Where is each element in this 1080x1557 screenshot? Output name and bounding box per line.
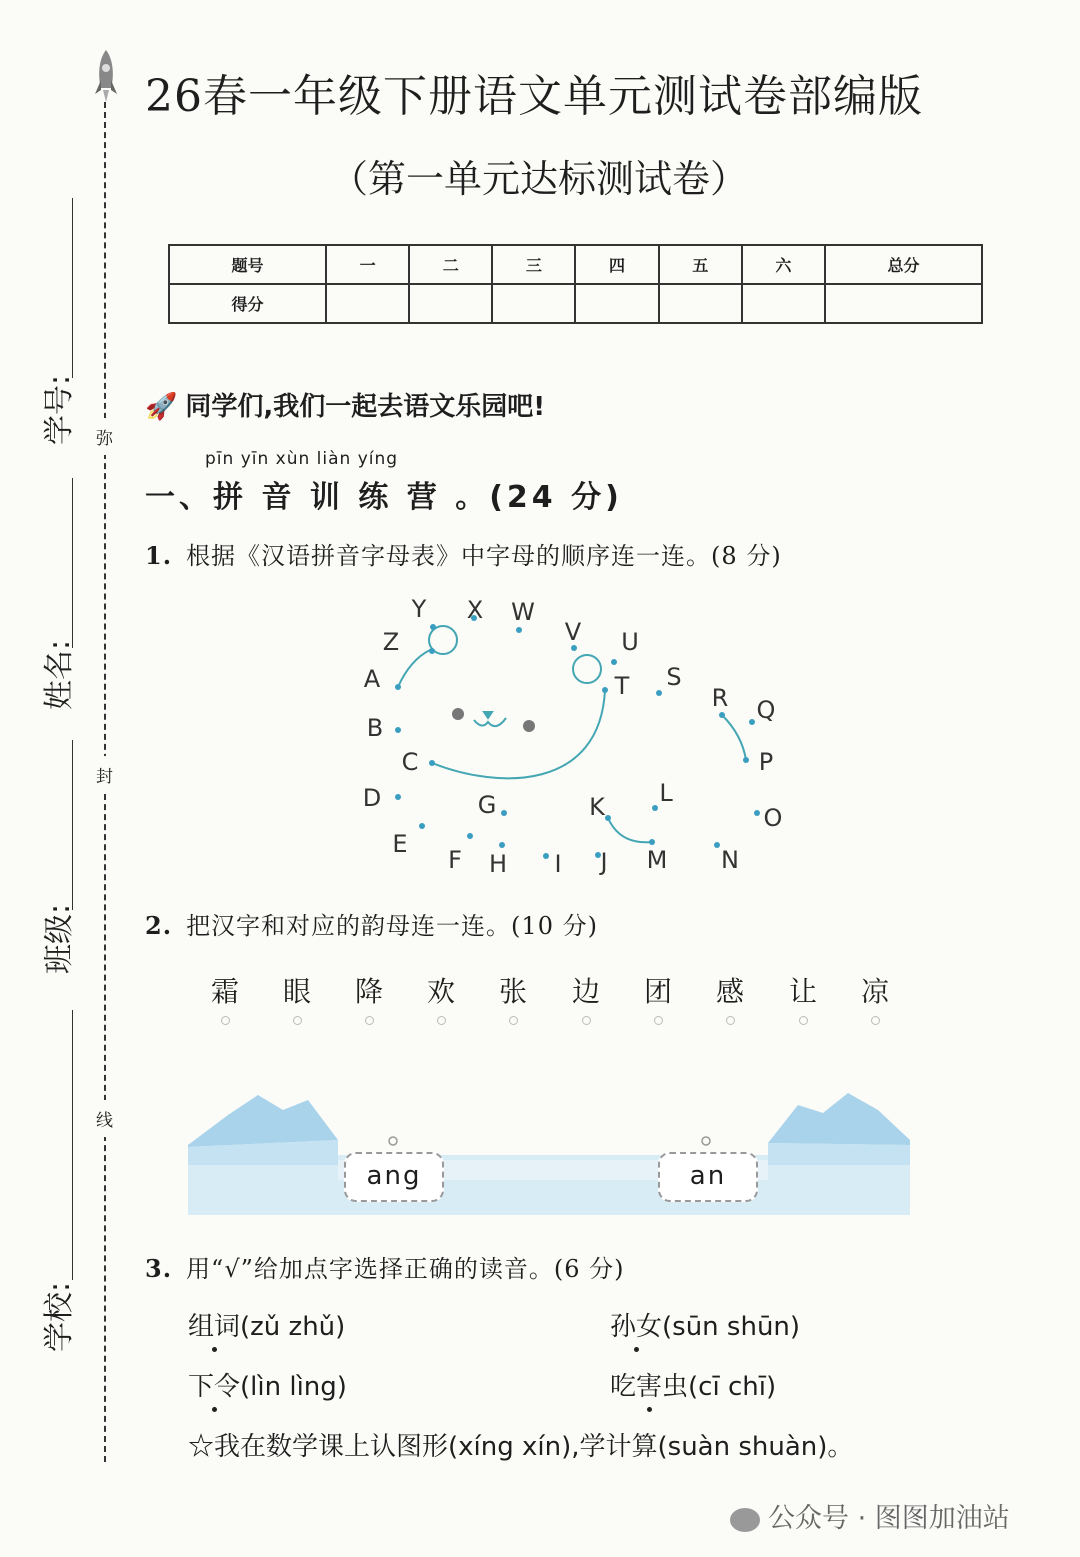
- score-input-cell[interactable]: [575, 284, 658, 323]
- puzzle-dot-k[interactable]: [605, 815, 611, 821]
- score-table: [168, 244, 983, 324]
- puzzle-dot-n[interactable]: [714, 842, 720, 848]
- student-id-label: 学号:: [42, 374, 77, 445]
- class-line: [72, 740, 73, 910]
- puzzle-dot-y[interactable]: [430, 624, 436, 630]
- class-label: 班级:: [42, 903, 77, 974]
- puzzle-letter-l: L: [659, 779, 673, 807]
- hanzi-char: 欢: [426, 975, 455, 1008]
- q3-star-item[interactable]: [188, 1426, 853, 1463]
- q3-word: 吃害虫: [610, 1372, 689, 1402]
- snowy-landscape-illustration: [188, 1085, 910, 1220]
- bear-nose: [484, 712, 492, 718]
- puzzle-dot-z[interactable]: [429, 648, 435, 654]
- hanzi-item[interactable]: [272, 970, 322, 1025]
- page-subtitle: （第一单元达标测试卷）: [330, 157, 749, 201]
- puzzle-letter-j: J: [600, 848, 608, 876]
- puzzle-letter-h: H: [488, 850, 508, 878]
- link-dot[interactable]: [437, 1016, 446, 1025]
- q1-prompt: [145, 536, 782, 571]
- q3-text: 用“√”给加点字选择正确的读音。(6 分): [186, 1255, 625, 1283]
- q3-item[interactable]: [610, 1366, 776, 1403]
- q3-star-text-c[interactable]: (suàn shuàn)。: [657, 1432, 854, 1462]
- score-table-cell: 二: [409, 245, 492, 284]
- puzzle-dot-l[interactable]: [652, 805, 658, 811]
- school-line: [72, 1010, 73, 1280]
- hanzi-item[interactable]: [344, 970, 394, 1025]
- q3-item[interactable]: [188, 1306, 345, 1343]
- hanzi-item[interactable]: [850, 970, 900, 1025]
- hanzi-char: 降: [354, 975, 383, 1008]
- hanzi-item[interactable]: [488, 970, 538, 1025]
- link-dot[interactable]: [365, 1016, 374, 1025]
- puzzle-dot-i[interactable]: [543, 853, 549, 859]
- score-input-cell[interactable]: [825, 284, 982, 323]
- puzzle-dot-h[interactable]: [499, 842, 505, 848]
- hanzi-row: [190, 970, 910, 1030]
- puzzle-dot-a[interactable]: [395, 684, 401, 690]
- final-box-ang[interactable]: ang: [344, 1152, 444, 1202]
- score-input-cell[interactable]: [742, 284, 825, 323]
- puzzle-letter-g: G: [477, 791, 497, 819]
- puzzle-dot-t[interactable]: [602, 687, 608, 693]
- score-input-cell[interactable]: [492, 284, 575, 323]
- puzzle-dot-s[interactable]: [656, 690, 662, 696]
- name-line: [72, 478, 73, 648]
- name-field[interactable]: [36, 478, 76, 738]
- hanzi-item[interactable]: [416, 970, 466, 1025]
- name-label: 姓名:: [42, 639, 77, 710]
- hanzi-item[interactable]: [778, 970, 828, 1025]
- q1-text: 根据《汉语拼音字母表》中字母的顺序连一连。(8 分): [186, 542, 782, 570]
- hanzi-char: 感: [715, 975, 744, 1008]
- link-dot[interactable]: [799, 1016, 808, 1025]
- score-row-label: 得分: [169, 284, 326, 323]
- greeting: [145, 386, 545, 423]
- q2-number: 2.: [145, 911, 173, 940]
- school-label: 学校:: [42, 1281, 77, 1352]
- watermark-text: 公众号 · 图图加油站: [768, 1503, 1010, 1534]
- hanzi-char: 霜: [210, 975, 239, 1008]
- puzzle-letter-c: C: [401, 748, 419, 776]
- puzzle-dot-g[interactable]: [501, 810, 507, 816]
- link-dot[interactable]: [654, 1016, 663, 1025]
- link-dot[interactable]: [871, 1016, 880, 1025]
- binding-word-mi: 弥: [96, 418, 113, 455]
- hanzi-char: 让: [788, 975, 817, 1008]
- puzzle-dot-f[interactable]: [467, 833, 473, 839]
- puzzle-letter-y: Y: [411, 595, 427, 623]
- score-table-cell: 总分: [825, 245, 982, 284]
- score-table-cell: 一: [326, 245, 409, 284]
- puzzle-dot-o[interactable]: [754, 810, 760, 816]
- puzzle-letter-t: T: [614, 672, 630, 700]
- binding-word-feng: 封: [96, 756, 113, 793]
- puzzle-dot-c[interactable]: [429, 760, 435, 766]
- page-title: 26春一年级下册语文单元测试卷部编版: [145, 71, 923, 122]
- q3-number: 3.: [145, 1254, 173, 1283]
- link-dot[interactable]: [726, 1016, 735, 1025]
- hanzi-item[interactable]: [633, 970, 683, 1025]
- puzzle-dot-b[interactable]: [395, 727, 401, 733]
- link-dot[interactable]: [293, 1016, 302, 1025]
- puzzle-dot-p[interactable]: [743, 757, 749, 763]
- puzzle-letter-m: M: [646, 846, 668, 874]
- puzzle-dot-e[interactable]: [419, 823, 425, 829]
- puzzle-letter-q: Q: [756, 696, 776, 724]
- bear-chin-line: [432, 690, 605, 778]
- puzzle-letter-w: W: [511, 598, 535, 626]
- score-input-cell[interactable]: [659, 284, 742, 323]
- section1-title: 一、拼 音 训 练 营 。(24 分): [145, 480, 623, 515]
- rocket-icon: [92, 48, 120, 104]
- puzzle-dot-q[interactable]: [749, 719, 755, 725]
- q2-text: 把汉字和对应的韵母连一连。(10 分): [186, 912, 598, 940]
- q3-star-text-b[interactable]: (xíng xín),学计算: [448, 1432, 658, 1462]
- puzzle-letter-x: X: [466, 596, 484, 624]
- puzzle-letter-u: U: [621, 628, 639, 656]
- score-table-cell: 题号: [169, 245, 326, 284]
- q3-word: 下令: [188, 1372, 241, 1402]
- link-dot[interactable]: [509, 1016, 518, 1025]
- greeting-text: 同学们,我们一起去语文乐园吧!: [185, 392, 546, 422]
- score-table-score-row: [169, 284, 982, 323]
- puzzle-dot-r[interactable]: [719, 712, 725, 718]
- connect-line-a-z: [398, 650, 430, 687]
- link-dot[interactable]: [221, 1016, 230, 1025]
- link-dot[interactable]: [582, 1016, 591, 1025]
- puzzle-letter-o: O: [763, 804, 783, 832]
- hanzi-char: 眼: [282, 975, 311, 1008]
- bear-eye-right: [523, 720, 535, 732]
- watermark: [730, 1496, 1010, 1535]
- score-table-cell: 五: [659, 245, 742, 284]
- puzzle-letter-f: F: [448, 846, 462, 874]
- puzzle-dot-d[interactable]: [395, 794, 401, 800]
- puzzle-letter-r: R: [711, 684, 729, 712]
- hanzi-char: 团: [643, 975, 672, 1008]
- puzzle-letter-e: E: [392, 830, 408, 858]
- connect-line-r-p: [722, 715, 746, 760]
- q3-options[interactable]: (zǔ zhǔ): [240, 1312, 346, 1342]
- bear-mouth: [474, 718, 506, 726]
- puzzle-letter-d: D: [362, 784, 382, 812]
- rocket-small-icon: 🚀: [145, 392, 178, 422]
- bear-ear-right: [573, 655, 601, 683]
- hanzi-char: 凉: [860, 975, 889, 1008]
- q3-word: 组词: [188, 1312, 241, 1342]
- hanzi-char: 张: [498, 975, 527, 1008]
- score-table-header-row: [169, 245, 982, 284]
- q3-options[interactable]: (lìn lìng): [240, 1372, 347, 1402]
- q3-item[interactable]: [610, 1306, 800, 1343]
- puzzle-letter-n: N: [721, 846, 739, 874]
- hanzi-char: 边: [571, 975, 600, 1008]
- binding-word-xian: 线: [96, 1100, 113, 1137]
- score-table-cell: 三: [492, 245, 575, 284]
- score-table-cell: 六: [742, 245, 825, 284]
- q2-prompt: [145, 906, 598, 941]
- puzzle-dot-w[interactable]: [516, 627, 522, 633]
- puzzle-letter-a: A: [363, 665, 381, 693]
- bear-eye-left: [452, 708, 464, 720]
- score-input-cell[interactable]: [409, 284, 492, 323]
- final-box-an[interactable]: an: [658, 1152, 758, 1202]
- puzzle-letter-b: B: [366, 714, 384, 742]
- student-id-line: [72, 198, 73, 378]
- puzzle-letter-k: K: [589, 793, 605, 821]
- letter-dot-puzzle[interactable]: [350, 585, 800, 885]
- puzzle-letter-p: P: [758, 748, 774, 776]
- section1-pinyin: pīn yīn xùn liàn yíng: [205, 449, 399, 469]
- q3-prompt: [145, 1249, 625, 1284]
- q3-options[interactable]: (sūn shūn): [662, 1312, 801, 1342]
- puzzle-dot-m[interactable]: [649, 839, 655, 845]
- hanzi-item[interactable]: [200, 970, 250, 1025]
- q3-star-text-a: ☆我在数学课上认图形: [188, 1432, 449, 1462]
- q3-word: 孙女: [610, 1312, 663, 1342]
- class-field[interactable]: [36, 740, 76, 1000]
- puzzle-dot-u[interactable]: [611, 659, 617, 665]
- hanzi-item[interactable]: [705, 970, 755, 1025]
- wechat-icon: [730, 1508, 760, 1532]
- score-input-cell[interactable]: [326, 284, 409, 323]
- q3-item[interactable]: [188, 1366, 347, 1403]
- q1-number: 1.: [145, 541, 173, 570]
- q3-options[interactable]: (cī chī): [688, 1372, 777, 1402]
- school-field[interactable]: [36, 1010, 76, 1370]
- puzzle-letter-z: Z: [382, 628, 400, 656]
- puzzle-letter-v: V: [564, 618, 582, 646]
- score-table-cell: 四: [575, 245, 658, 284]
- student-id-field[interactable]: [36, 198, 76, 458]
- puzzle-letter-s: S: [666, 663, 682, 691]
- connect-line-k-m: [608, 818, 652, 842]
- puzzle-letter-i: I: [554, 850, 562, 878]
- hanzi-item[interactable]: [561, 970, 611, 1025]
